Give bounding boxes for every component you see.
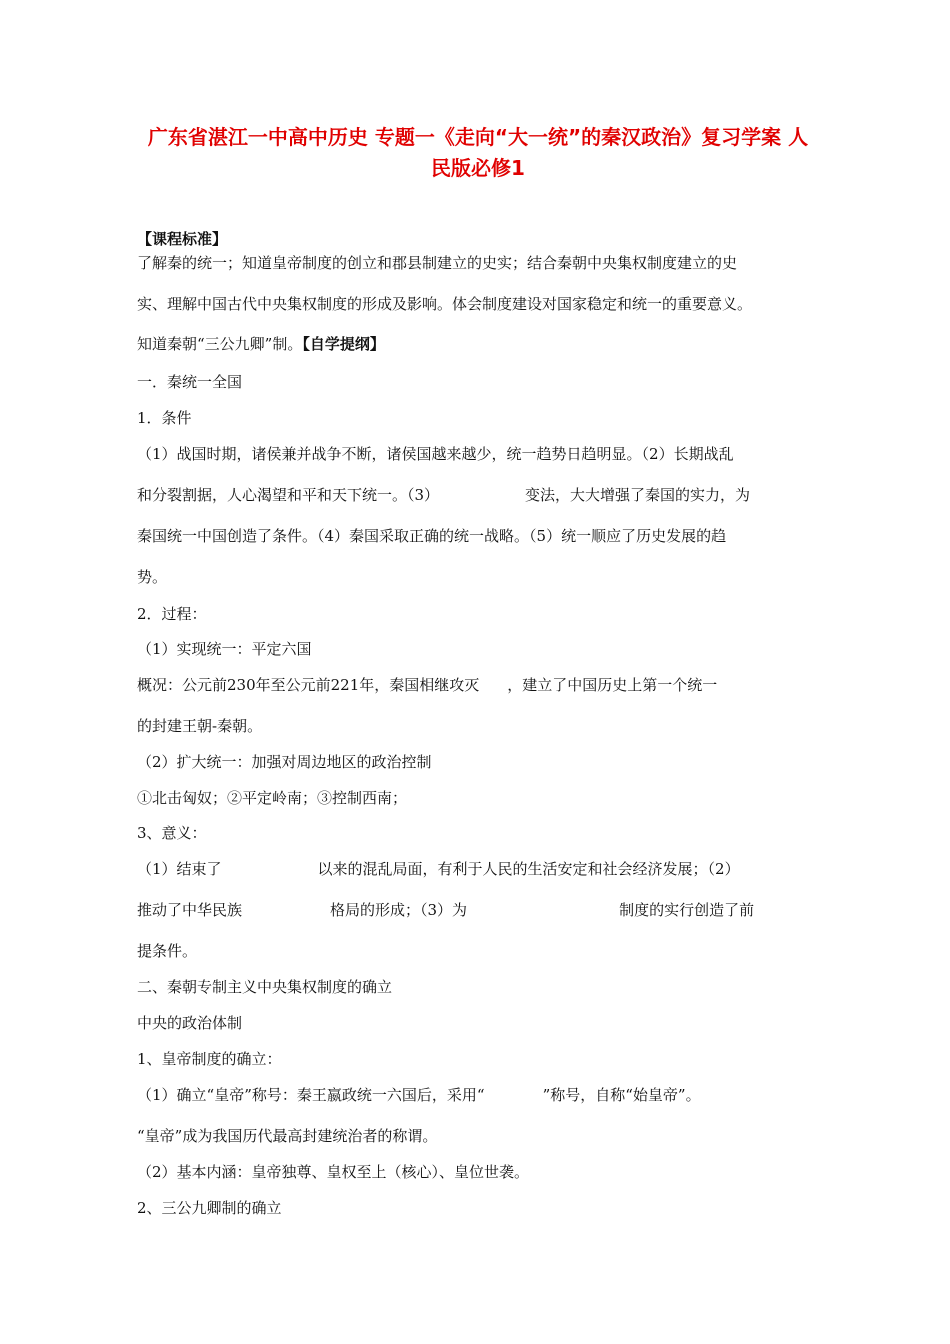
significance-line-2-part-c: 制度的实行创造了前 (619, 901, 755, 919)
conditions-line-1: （1）战国时期，诸侯兼并战争不断，诸侯国越来越少，统一趋势日趋明显。（2）长期战乱 (137, 445, 734, 463)
significance-line-2-part-a: 推动了中华民族 (137, 901, 243, 919)
conditions-line-2 (137, 484, 750, 505)
significance-line-2 (137, 899, 754, 920)
significance-line-1-part-a: （1）结束了 (137, 860, 222, 878)
emperor-item-1-part-a: （1）确立“皇帝”称号：秦王嬴政统一六国后，采用“ (137, 1086, 485, 1104)
heading-self-study-outline: 【自学提纲】 (302, 335, 385, 353)
standard-line-2: 实、理解中国古代中央集权制度的形成及影响。体会制度建设对国家稳定和统一的重要意义。 (137, 295, 753, 313)
significance-line-1-part-b: 以来的混乱局面，有利于人民的生活安定和社会经济发展；（2） (317, 860, 740, 878)
section-2-2-three-ministers: 2、三公九卿制的确立 (137, 1199, 282, 1217)
section-2-title: 二、秦朝专制主义中央集权制度的确立 (137, 978, 393, 996)
section-2-subtitle: 中央的政治体制 (137, 1014, 243, 1032)
significance-line-3: 提条件。 (137, 942, 198, 960)
process-item-2: （2）扩大统一：加强对周边地区的政治控制 (137, 753, 432, 771)
standard-line-3 (137, 333, 385, 354)
heading-course-standard: 【课程标准】 (137, 230, 228, 248)
standard-line-3-text: 知道秦朝“三公九卿”制。 (137, 335, 303, 353)
conditions-line-4: 势。 (137, 568, 168, 586)
conditions-line-2-part-a: 和分裂割据，人心渴望和平和天下统一。（3） (137, 486, 440, 504)
conditions-line-2-part-b: 变法，大大增强了秦国的实力，为 (525, 486, 751, 504)
section-2-1-emperor-system: 1、皇帝制度的确立： (137, 1050, 282, 1068)
process-overview-part-b: ，建立了中国历史上第一个统一 (507, 676, 718, 694)
conditions-line-3: 秦国统一中国创造了条件。（4）秦国采取正确的统一战略。（5）统一顺应了历史发展的趋 (137, 527, 727, 545)
significance-line-1 (137, 858, 740, 879)
document-title: 广东省湛江一中高中历史 专题一《走向“大一统”的秦汉政治》复习学案 人民版必修1 (147, 125, 809, 180)
emperor-item-2: （2）基本内涵：皇帝独尊、皇权至上（核心）、皇位世袭。 (137, 1163, 530, 1181)
section-1-3-significance: 3、意义： (137, 824, 207, 842)
emperor-item-1 (137, 1084, 701, 1105)
process-item-1: （1）实现统一：平定六国 (137, 640, 312, 658)
section-1-2-process: 2．过程： (137, 605, 207, 623)
process-overview (137, 674, 717, 695)
emperor-item-1-part-b: ”称号，自称“始皇帝”。 (542, 1086, 701, 1104)
significance-line-2-part-b: 格局的形成；（3）为 (330, 901, 468, 919)
process-overview-line-2: 的封建王朝-秦朝。 (137, 717, 263, 735)
process-item-2-details: ①北击匈奴；②平定岭南；③控制西南； (137, 789, 408, 807)
section-1-1-conditions: 1．条件 (137, 409, 192, 427)
section-1-title: 一．秦统一全国 (137, 373, 243, 391)
standard-line-1: 了解秦的统一；知道皇帝制度的创立和郡县制建立的史实；结合秦朝中央集权制度建立的史 (137, 254, 738, 272)
process-overview-part-a: 概况：公元前230年至公元前221年，秦国相继攻灭 (137, 676, 480, 694)
emperor-item-1-line-2: “皇帝”成为我国历代最高封建统治者的称谓。 (137, 1127, 438, 1145)
